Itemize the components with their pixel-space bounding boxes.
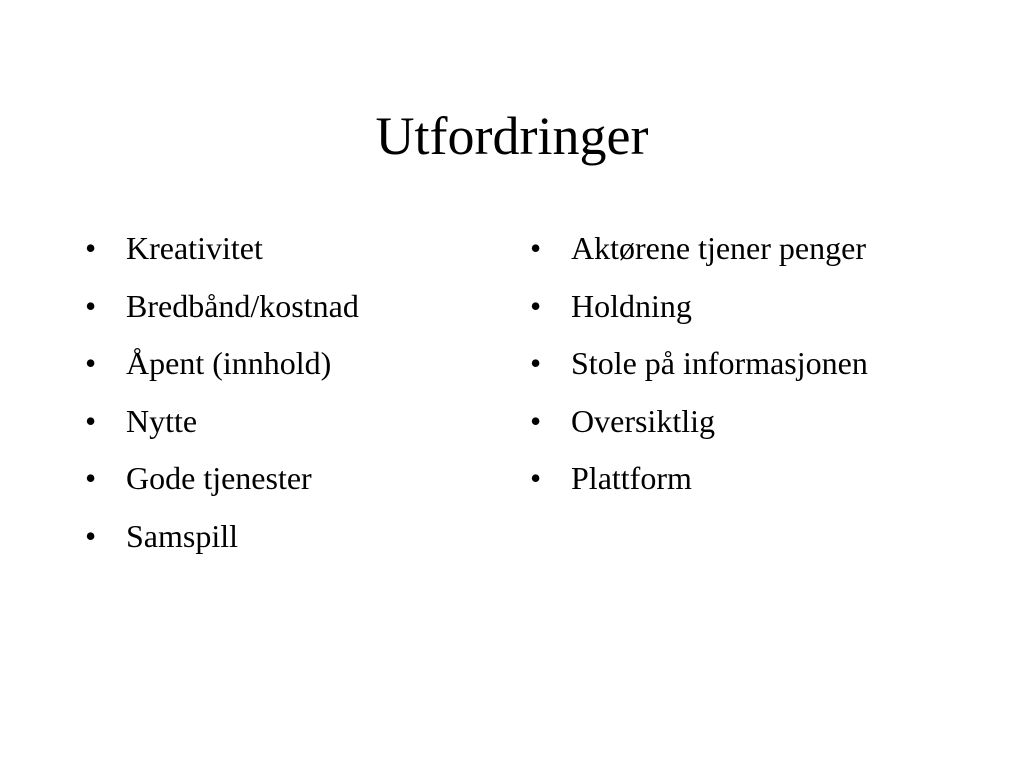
bullet-text: Åpent (innhold) xyxy=(126,345,332,381)
bullet-icon: • xyxy=(85,230,97,266)
bullet-icon: • xyxy=(85,345,97,381)
bullet-text: Bredbånd/kostnad xyxy=(126,287,359,324)
list-item xyxy=(85,344,485,382)
bullet-icon: • xyxy=(85,517,97,554)
right-bullet-list xyxy=(530,229,950,517)
list-item xyxy=(530,287,950,325)
bullet-icon: • xyxy=(530,230,542,266)
bullet-icon: • xyxy=(530,345,542,381)
bullet-icon: • xyxy=(85,287,97,324)
bullet-icon: • xyxy=(85,460,97,496)
list-item xyxy=(85,229,485,267)
slide-title: Utfordringer xyxy=(375,106,649,166)
bullet-text: Stole på informasjonen xyxy=(571,345,868,381)
bullet-text: Holdning xyxy=(571,287,692,324)
list-item xyxy=(85,402,485,440)
bullet-text: Aktørene tjener penger xyxy=(571,230,866,266)
left-bullet-list xyxy=(85,229,485,574)
list-item xyxy=(530,344,950,382)
list-item xyxy=(530,402,950,440)
bullet-icon: • xyxy=(530,402,542,439)
bullet-text: Nytte xyxy=(126,402,198,439)
bullet-text: Plattform xyxy=(571,460,692,496)
list-item xyxy=(530,229,950,267)
bullet-text: Oversiktlig xyxy=(571,402,715,439)
list-item xyxy=(530,459,950,497)
bullet-text: Kreativitet xyxy=(126,230,263,266)
list-item xyxy=(85,287,485,325)
list-item xyxy=(85,517,485,555)
bullet-icon: • xyxy=(85,402,97,439)
bullet-icon: • xyxy=(530,287,542,324)
list-item xyxy=(85,459,485,497)
bullet-icon: • xyxy=(530,460,542,496)
bullet-text: Samspill xyxy=(126,517,239,554)
bullet-text: Gode tjenester xyxy=(126,460,312,496)
